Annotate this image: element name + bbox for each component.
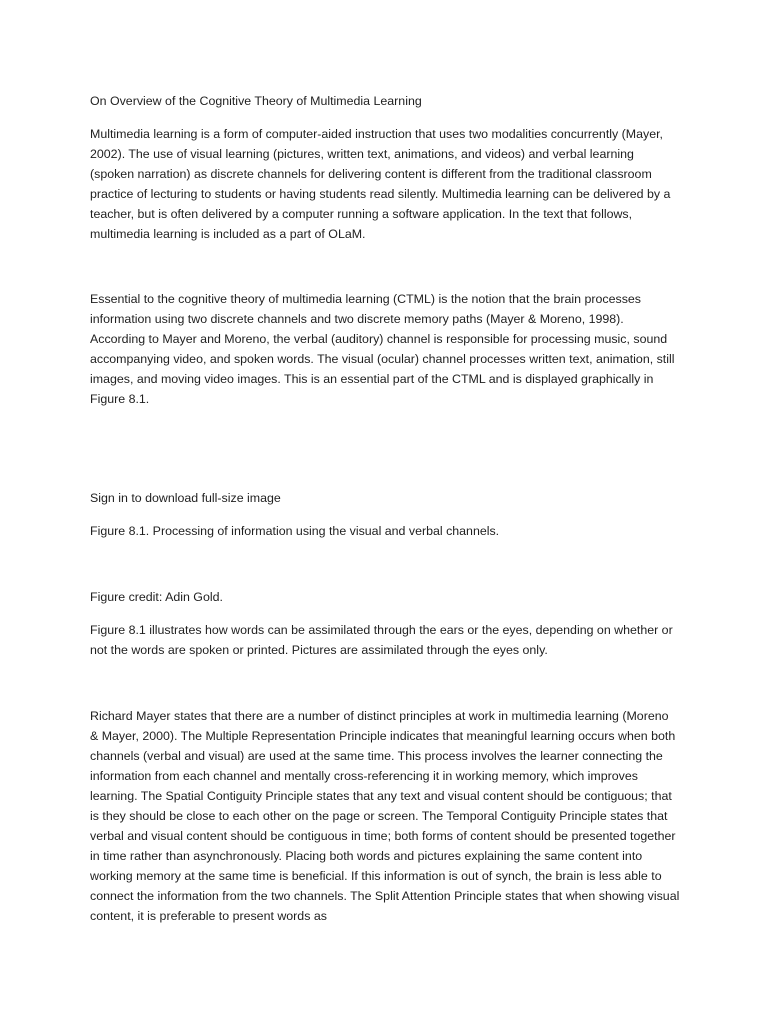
sign-in-link[interactable]: Sign in to download full-size image <box>90 491 281 505</box>
paragraph-figure-explanation: Figure 8.1 illustrates how words can be assimilated through the ears or the eyes, depending on whether or not the words are spoken or printed. Pictures are assimilated through the eyes only. <box>90 623 673 657</box>
paragraph-ctml: Essential to the cognitive theory of multimedia learning (CTML) is the notion that the brain processes information using two discrete channels and two discrete memory paths (Mayer & Moreno, 1998). According to Mayer and Moreno, the verbal (auditory) channel is responsible for processing music, sound accompanying video, and spoken words. The visual (ocular) channel processes written text, animation, still images, and moving video images. This is an essential part of the CTML and is displayed graphically in Figure 8.1. <box>90 292 675 406</box>
paragraph-intro: Multimedia learning is a form of computer-aided instruction that uses two modalities concurrently (Mayer, 2002). The use of visual learning (pictures, written text, animations, and videos) and verbal learning (spoken narration) as discrete channels for delivering content is different from the traditional classroom practice of lecturing to students or having students read silently. Multimedia learning can be delivered by a teacher, but is often delivered by a computer running a software application. In the text that follows, multimedia learning is included as a part of OLaM. <box>90 127 671 241</box>
figure-caption: Figure 8.1. Processing of information using the visual and verbal channels. <box>90 524 500 538</box>
figure-credit: Figure credit: Adin Gold. <box>90 590 223 604</box>
paragraph-principles: Richard Mayer states that there are a number of distinct principles at work in multimedia learning (Moreno & Mayer, 2000). The Multiple Representation Principle indicates that meaningful learning occurs when both channels (verbal and visual) are used at the same time. This process involves the learner connecting the information from each channel and mentally cross-referencing it in working memory, which improves learning. The Spatial Contiguity Principle states that any text and visual content should be contiguous; that is they should be close to each other on the page or screen. The Temporal Contiguity Principle states that verbal and visual content should be contiguous in time; both forms of content should be presented together in time rather than asynchronously. Placing both words and pictures explaining the same content into working memory at the same time is beneficial. If this information is out of synch, the brain is less able to connect the information from the two channels. The Split Attention Principle states that when showing visual content, it is preferable to present words as <box>90 709 680 923</box>
document-title: On Overview of the Cognitive Theory of Multimedia Learning <box>90 94 422 108</box>
